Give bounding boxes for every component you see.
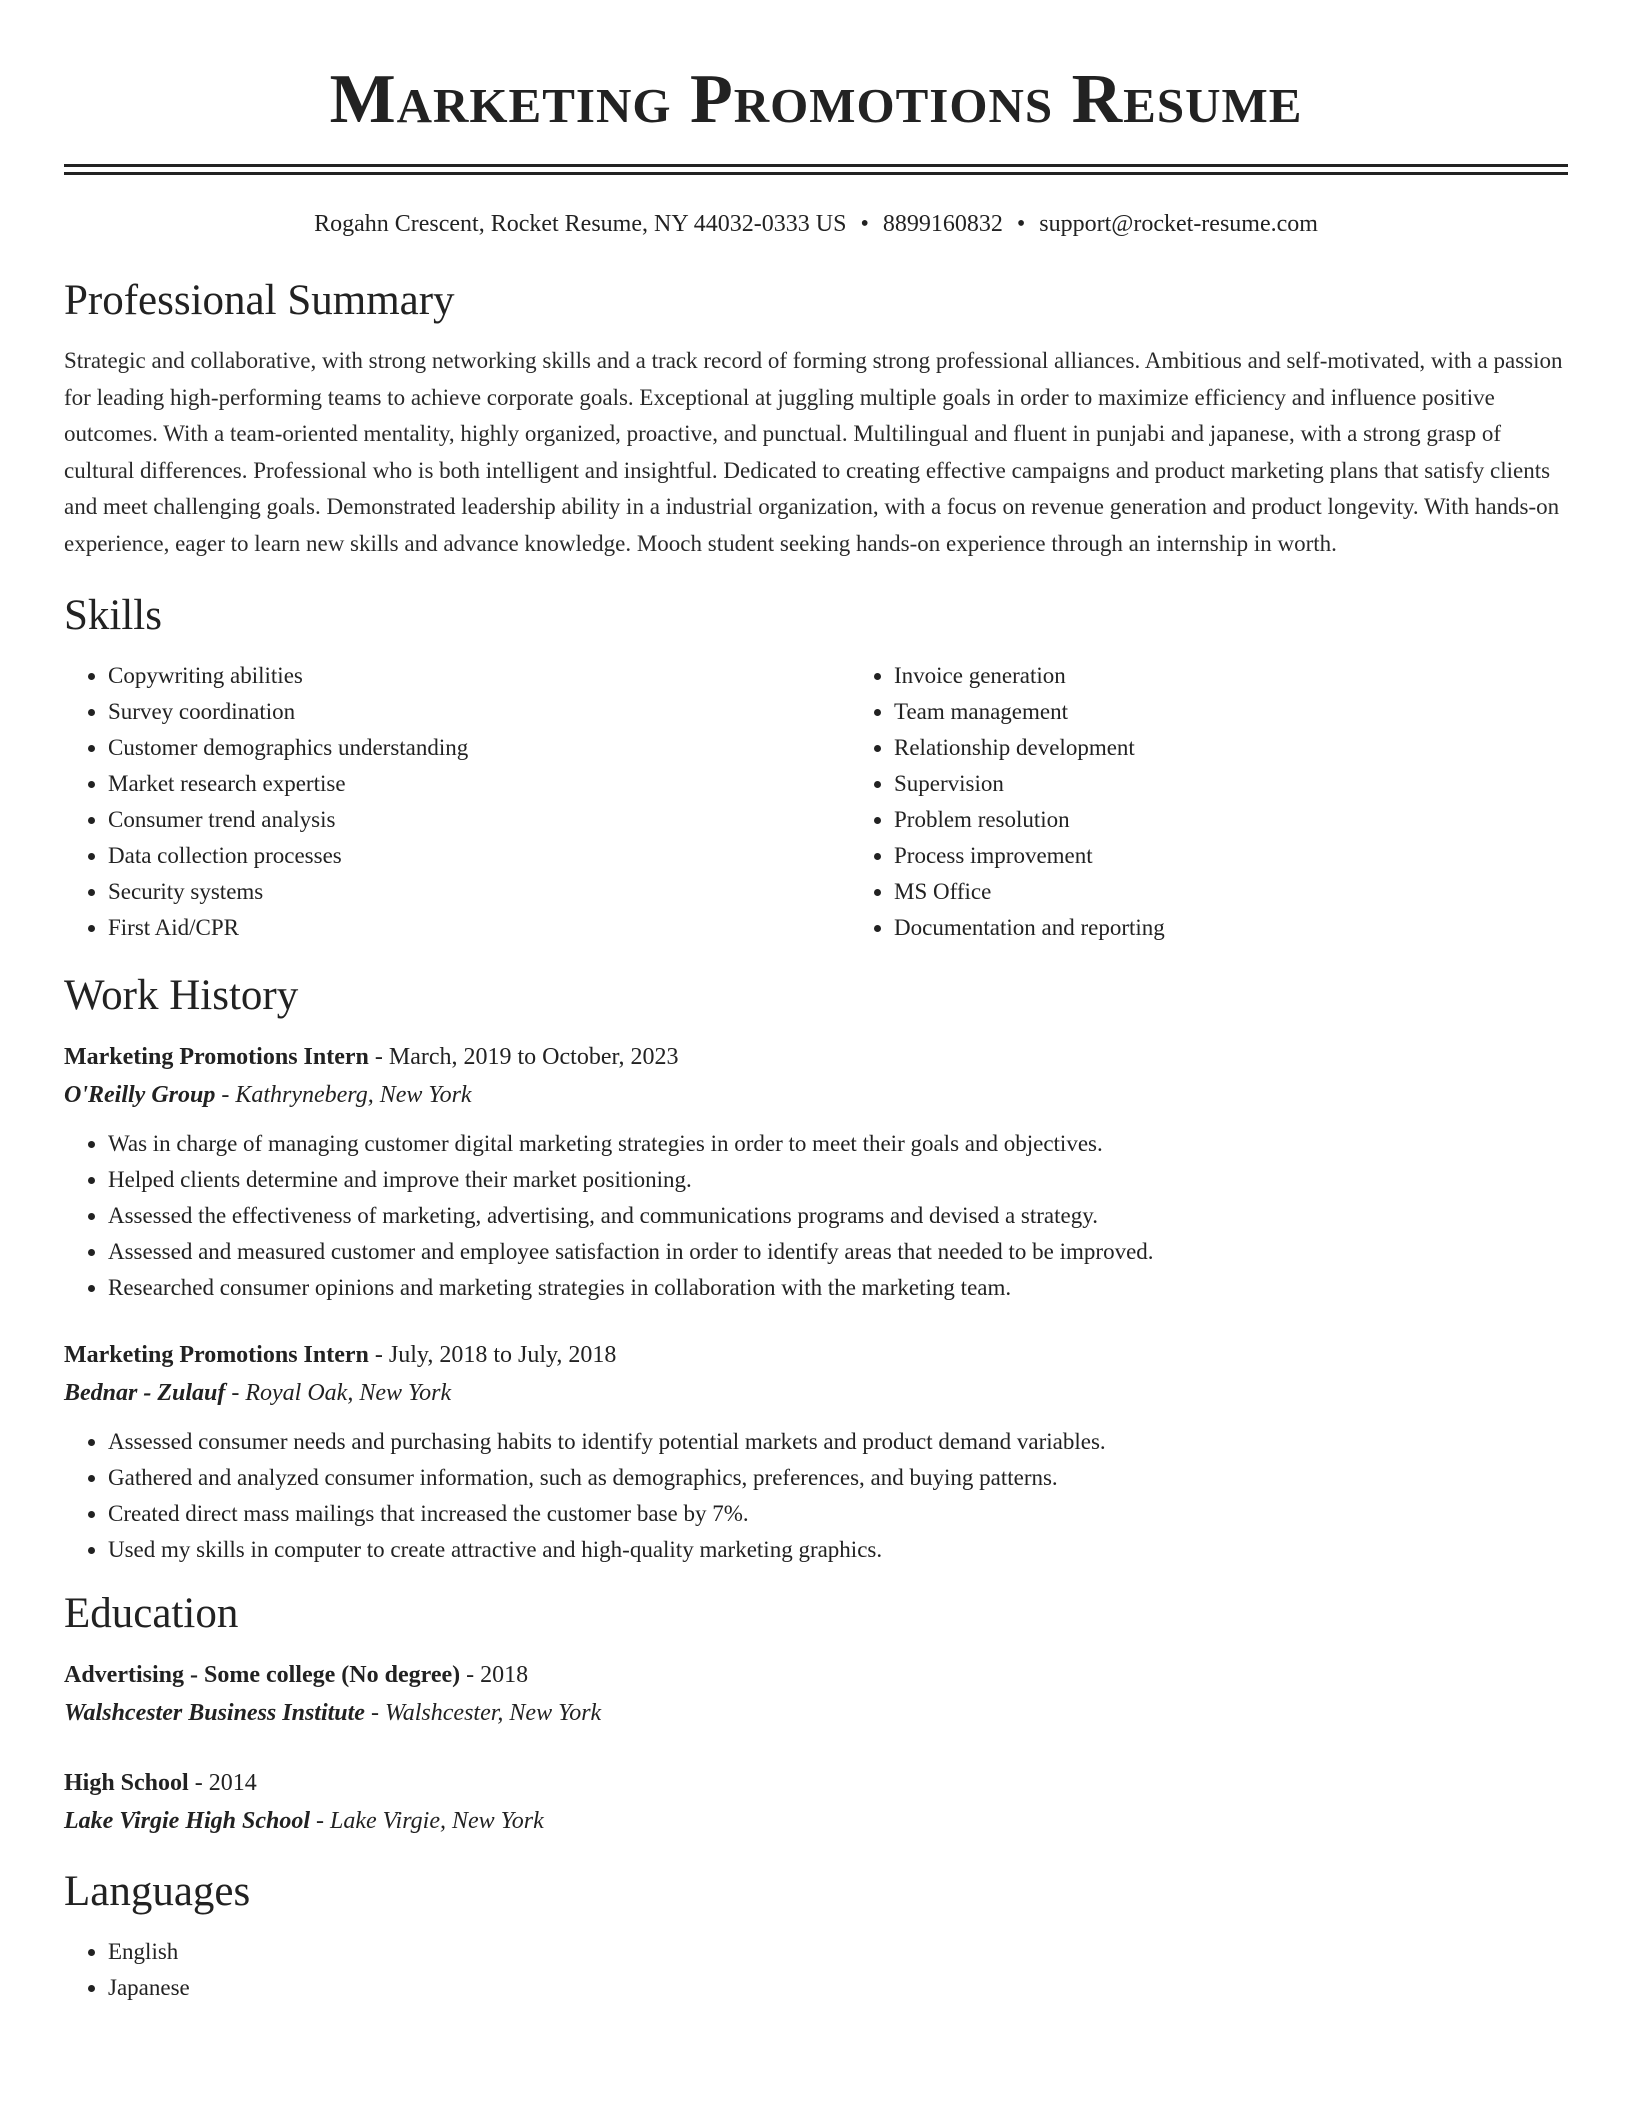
languages-list bbox=[64, 1934, 1568, 2006]
job-bullets bbox=[64, 1126, 1568, 1306]
job-dates: - July, 2018 to July, 2018 bbox=[368, 1342, 617, 1368]
skills-section bbox=[64, 590, 1568, 946]
job-bullet: • Helped clients determine and improve their market positioning. bbox=[108, 1162, 1568, 1198]
education-year: - 2018 bbox=[460, 1662, 529, 1688]
education-degree: High School bbox=[64, 1770, 189, 1796]
job-bullet: • Assessed the effectiveness of marketing, advertising, and communications programs and devised a strategy. bbox=[108, 1198, 1568, 1234]
education-section bbox=[64, 1588, 1568, 1840]
education-location: - Lake Virgie, New York bbox=[310, 1808, 544, 1834]
education-degree: Advertising - Some college (No degree) bbox=[64, 1662, 461, 1688]
job-bullet: • Created direct mass mailings that increased the customer base by 7%. bbox=[108, 1496, 1568, 1532]
skill-item: • Process improvement bbox=[894, 838, 1632, 874]
language-item: • English bbox=[108, 1934, 1568, 1970]
education-school-line bbox=[64, 1694, 1568, 1732]
languages-heading: Languages bbox=[64, 1868, 251, 1915]
job-entry bbox=[64, 1038, 1568, 1306]
work-history-section bbox=[64, 970, 1568, 1568]
job-company: O'Reilly Group bbox=[64, 1082, 216, 1108]
skill-item: • First Aid/CPR bbox=[108, 910, 850, 946]
job-company-line bbox=[64, 1076, 1568, 1114]
summary-heading: Professional Summary bbox=[64, 277, 455, 324]
title-divider bbox=[64, 164, 1568, 175]
job-title: Marketing Promotions Intern bbox=[64, 1044, 369, 1070]
job-bullet: • Researched consumer opinions and marketing strategies in collaboration with the marketing team. bbox=[108, 1270, 1568, 1306]
skills-left-list bbox=[64, 658, 850, 946]
education-entry bbox=[64, 1764, 1568, 1840]
skill-item: • Data collection processes bbox=[108, 838, 850, 874]
skills-columns bbox=[64, 658, 1568, 946]
work-history-heading: Work History bbox=[64, 972, 299, 1019]
skill-item: • Consumer trend analysis bbox=[108, 802, 850, 838]
education-school: Lake Virgie High School bbox=[64, 1808, 311, 1834]
job-location: - Royal Oak, New York bbox=[225, 1380, 452, 1406]
contact-address: Rogahn Crescent, Rocket Resume, NY 44032-0333 US bbox=[314, 211, 847, 237]
summary-text: Strategic and collaborative, with strong networking skills and a track record of forming strong professional alliances. Ambitious and self-motivated, with a passion for leading high-performing teams to achieve corporate goals. Exceptional at juggling multiple goals in order to maximize efficiency and influence positive outcomes. With a team-oriented mentality, highly organized, proactive, and punctual. Multilingual and fluent in punjabi and japanese, with a strong grasp of cultural differences. Professional who is both intelligent and insightful. Dedicated to creating effective campaigns and product marketing plans that satisfy clients and meet challenging goals. Demonstrated leadership ability in a industrial organization, with a focus on revenue generation and product longevity. With hands-on experience, eager to learn new skills and advance knowledge. Mooch student seeking hands-on experience through an internship in worth. bbox=[64, 348, 1563, 556]
job-bullet: • Assessed consumer needs and purchasing habits to identify potential markets and product demand variables. bbox=[108, 1424, 1568, 1460]
summary-section bbox=[64, 275, 1568, 562]
contact-separator: • bbox=[860, 211, 869, 237]
education-year: - 2014 bbox=[188, 1770, 257, 1796]
languages-section bbox=[64, 1866, 1568, 2006]
job-entry bbox=[64, 1336, 1568, 1568]
job-header bbox=[64, 1336, 1568, 1374]
job-company-line bbox=[64, 1374, 1568, 1412]
skill-item: • Customer demographics understanding bbox=[108, 730, 850, 766]
skill-item: • Supervision bbox=[894, 766, 1632, 802]
skill-item: • Copywriting abilities bbox=[108, 658, 850, 694]
job-header bbox=[64, 1038, 1568, 1076]
skill-item: • Team management bbox=[894, 694, 1632, 730]
contact-separator: • bbox=[1016, 211, 1026, 237]
job-bullet: • Used my skills in computer to create attractive and high-quality marketing graphics. bbox=[108, 1532, 1568, 1568]
skill-item: • Market research expertise bbox=[108, 766, 850, 802]
skills-heading: Skills bbox=[64, 592, 162, 639]
education-school-line bbox=[64, 1802, 1568, 1840]
skill-item: • Security systems bbox=[108, 874, 850, 910]
skill-item: • Documentation and reporting bbox=[894, 910, 1632, 946]
education-heading: Education bbox=[64, 1590, 239, 1637]
job-location: - Kathryneberg, New York bbox=[215, 1082, 472, 1108]
skill-item: • Invoice generation bbox=[894, 658, 1632, 694]
education-entry bbox=[64, 1656, 1568, 1732]
skill-item: • Relationship development bbox=[894, 730, 1632, 766]
education-school: Walshcester Business Institute bbox=[64, 1700, 365, 1726]
job-dates: - March, 2019 to October, 2023 bbox=[368, 1044, 679, 1070]
education-location: - Walshcester, New York bbox=[364, 1700, 602, 1726]
language-item: • Japanese bbox=[108, 1970, 1568, 2006]
contact-email[interactable]: support@rocket-resume.com bbox=[1039, 211, 1318, 237]
contact-phone: 8899160832 bbox=[882, 211, 1003, 237]
resume-title: Marketing Promotions Resume bbox=[329, 61, 1303, 138]
job-bullet: • Gathered and analyzed consumer information, such as demographics, preferences, and buying patterns. bbox=[108, 1460, 1568, 1496]
job-bullet: • Assessed and measured customer and employee satisfaction in order to identify areas that needed to be improved. bbox=[108, 1234, 1568, 1270]
education-header bbox=[64, 1764, 1568, 1802]
contact-line bbox=[64, 207, 1568, 241]
skill-item: • Problem resolution bbox=[894, 802, 1632, 838]
job-bullets bbox=[64, 1424, 1568, 1568]
skills-right-list bbox=[850, 658, 1632, 946]
job-company: Bednar - Zulauf bbox=[64, 1380, 226, 1406]
skill-item: • MS Office bbox=[894, 874, 1632, 910]
education-header bbox=[64, 1656, 1568, 1694]
job-bullet: • Was in charge of managing customer digital marketing strategies in order to meet their goals and objectives. bbox=[108, 1126, 1568, 1162]
job-title: Marketing Promotions Intern bbox=[64, 1342, 369, 1368]
skill-item: • Survey coordination bbox=[108, 694, 850, 730]
